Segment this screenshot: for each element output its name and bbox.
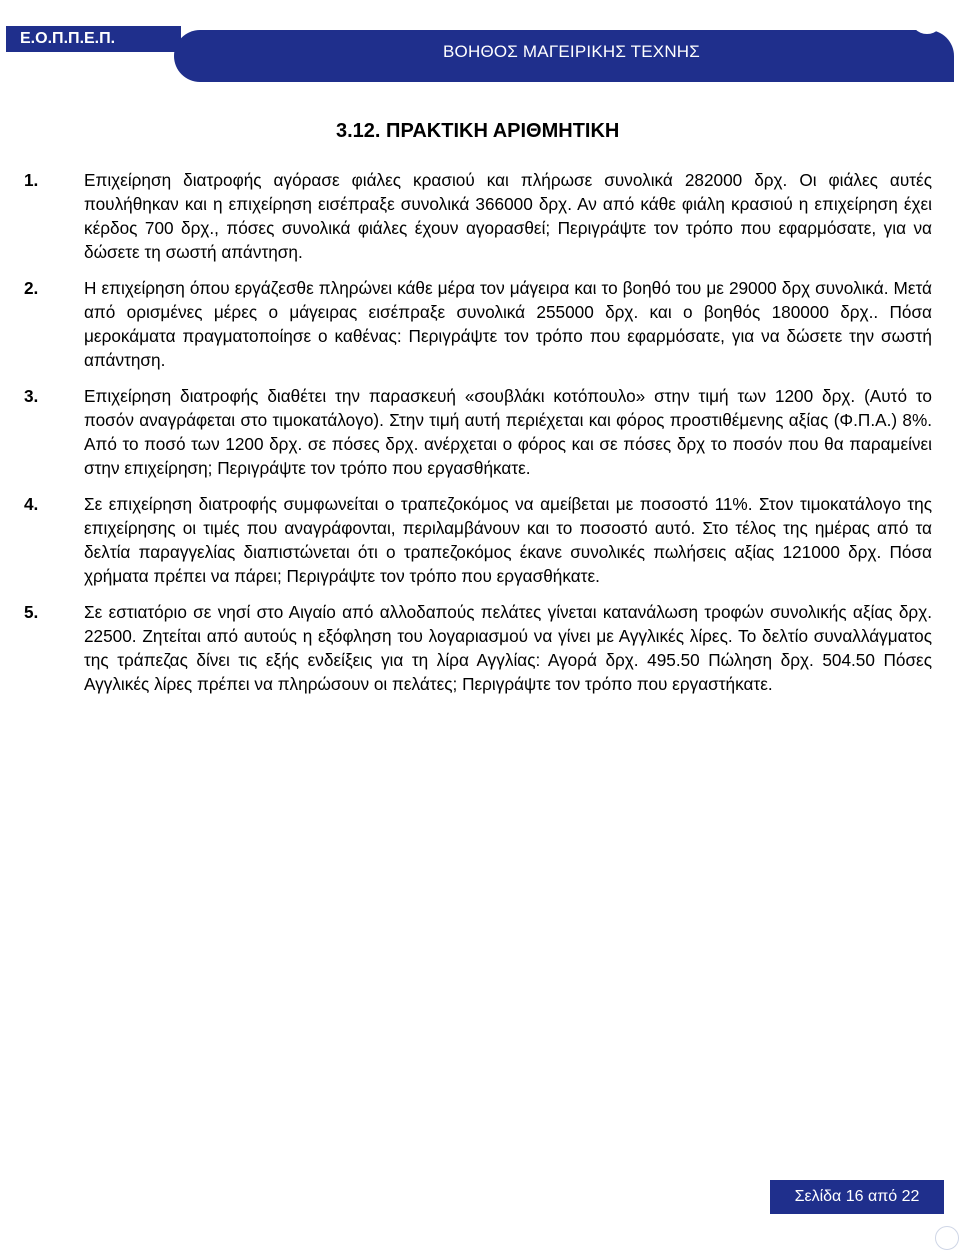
page-number-footer: Σελίδα 16 από 22 bbox=[770, 1180, 944, 1214]
exercise-text: Η επιχείρηση όπου εργάζεσθε πληρώνει κάθε μέρα τον μάγειρα και το βοηθό του με 29000 δρχ συνολικά. Μετά από ορισμένες μέρες ο μάγειρας εισέπραξε συνολικά 255000 δρχ. και ο βοηθός 180000 δρχ.. Πόσα μεροκάματα πραγματοποίησε ο καθένας: Περιγράψτε τον τρόπο που εφαρμόσατε, για να δώσετε την σωστή απάντηση. bbox=[84, 278, 932, 370]
exercise-item bbox=[24, 276, 932, 372]
header-corner-circle bbox=[910, 0, 944, 34]
header-org-label: Ε.Ο.Π.Π.Ε.Π. bbox=[6, 26, 181, 52]
page-header bbox=[0, 0, 960, 90]
exercise-list bbox=[24, 168, 932, 708]
footer-corner-circle bbox=[935, 1226, 959, 1250]
exercise-text: Επιχείρηση διατροφής διαθέτει την παρασκευή «σουβλάκι κοτόπουλο» στην τιμή των 1200 δρχ. (Αυτό το ποσόν αναγράφεται στο τιμοκατάλογο). Στην τιμή αυτή περιέχεται και φόρος προστιθέμενης αξίας (Φ.Π.Α.) 8%. Από το ποσό των 1200 δρχ. σε πόσες δρχ. ανέρχεται ο φόρος και σε πόσες δρχ το ποσόν που θα παραμείνει στην επιχείρηση; Περιγράψτε τον τρόπο που εργασθήκατε. bbox=[84, 386, 932, 478]
exercise-text: Σε επιχείρηση διατροφής συμφωνείται ο τραπεζοκόμος να αμείβεται με ποσοστό 11%. Στον τιμοκατάλογο της επιχείρησης οι τιμές που αναγράφονται, περιλαμβάνουν και το ποσοστό αυτό. Στο τέλος της ημέρας από τα δελτία παραγγελίας διαπιστώνεται ότι ο τραπεζοκόμος έκανε συνολικές πωλήσεις αξίας 121000 δρχ. Πόσα χρήματα πρέπει να πάρει; Περιγράψτε τον τρόπο που εργασθήκατε. bbox=[84, 494, 932, 586]
exercise-item bbox=[24, 600, 932, 696]
exercise-number: 1. bbox=[24, 170, 39, 190]
exercise-number: 3. bbox=[24, 386, 39, 406]
section-title: 3.12. ΠΡΑΚΤΙΚΗ ΑΡΙΘΜΗΤΙΚΗ bbox=[336, 120, 620, 142]
exercise-number: 5. bbox=[24, 602, 39, 622]
exercise-text: Επιχείρηση διατροφής αγόρασε φιάλες κρασιού και πλήρωσε συνολικά 282000 δρχ. Οι φιάλες αυτές πουλήθηκαν και η επιχείρηση εισέπραξε συνολικά 366000 δρχ. Αν από κάθε φιάλη κρασιού η επιχείρηση έχει κέρδος 700 δρχ., πόσες συνολικά φιάλες έχουν αγορασθεί; Περιγράψτε τον τρόπο που εφαρμόσατε, για να δώσετε τη σωστή απάντηση. bbox=[84, 170, 932, 262]
exercise-item bbox=[24, 168, 932, 264]
exercise-number: 2. bbox=[24, 278, 39, 298]
exercise-item bbox=[24, 384, 932, 480]
exercise-text: Σε εστιατόριο σε νησί στο Αιγαίο από αλλοδαπούς πελάτες γίνεται κατανάλωση τροφών συνολικής αξίας δρχ. 22500. Ζητείται από αυτούς η εξόφληση του λογαριασμού να γίνει με Αγγλικές λίρες. Το δελτίο συναλλάγματος της τράπεζας δίνει τις εξής ενδείξεις για τη λίρα Αγγλίας: Αγορά δρχ. 495.50 Πώληση δρχ. 504.50 Πόσες Αγγλικές λίρες πρέπει να πληρώσουν οι πελάτες; Περιγράψτε τον τρόπο που εργαστήκατε. bbox=[84, 602, 932, 694]
exercise-number: 4. bbox=[24, 494, 39, 514]
exercise-item bbox=[24, 492, 932, 588]
header-title: ΒΟΗΘΟΣ ΜΑΓΕΙΡΙΚΗΣ ΤΕΧΝΗΣ bbox=[443, 42, 700, 61]
